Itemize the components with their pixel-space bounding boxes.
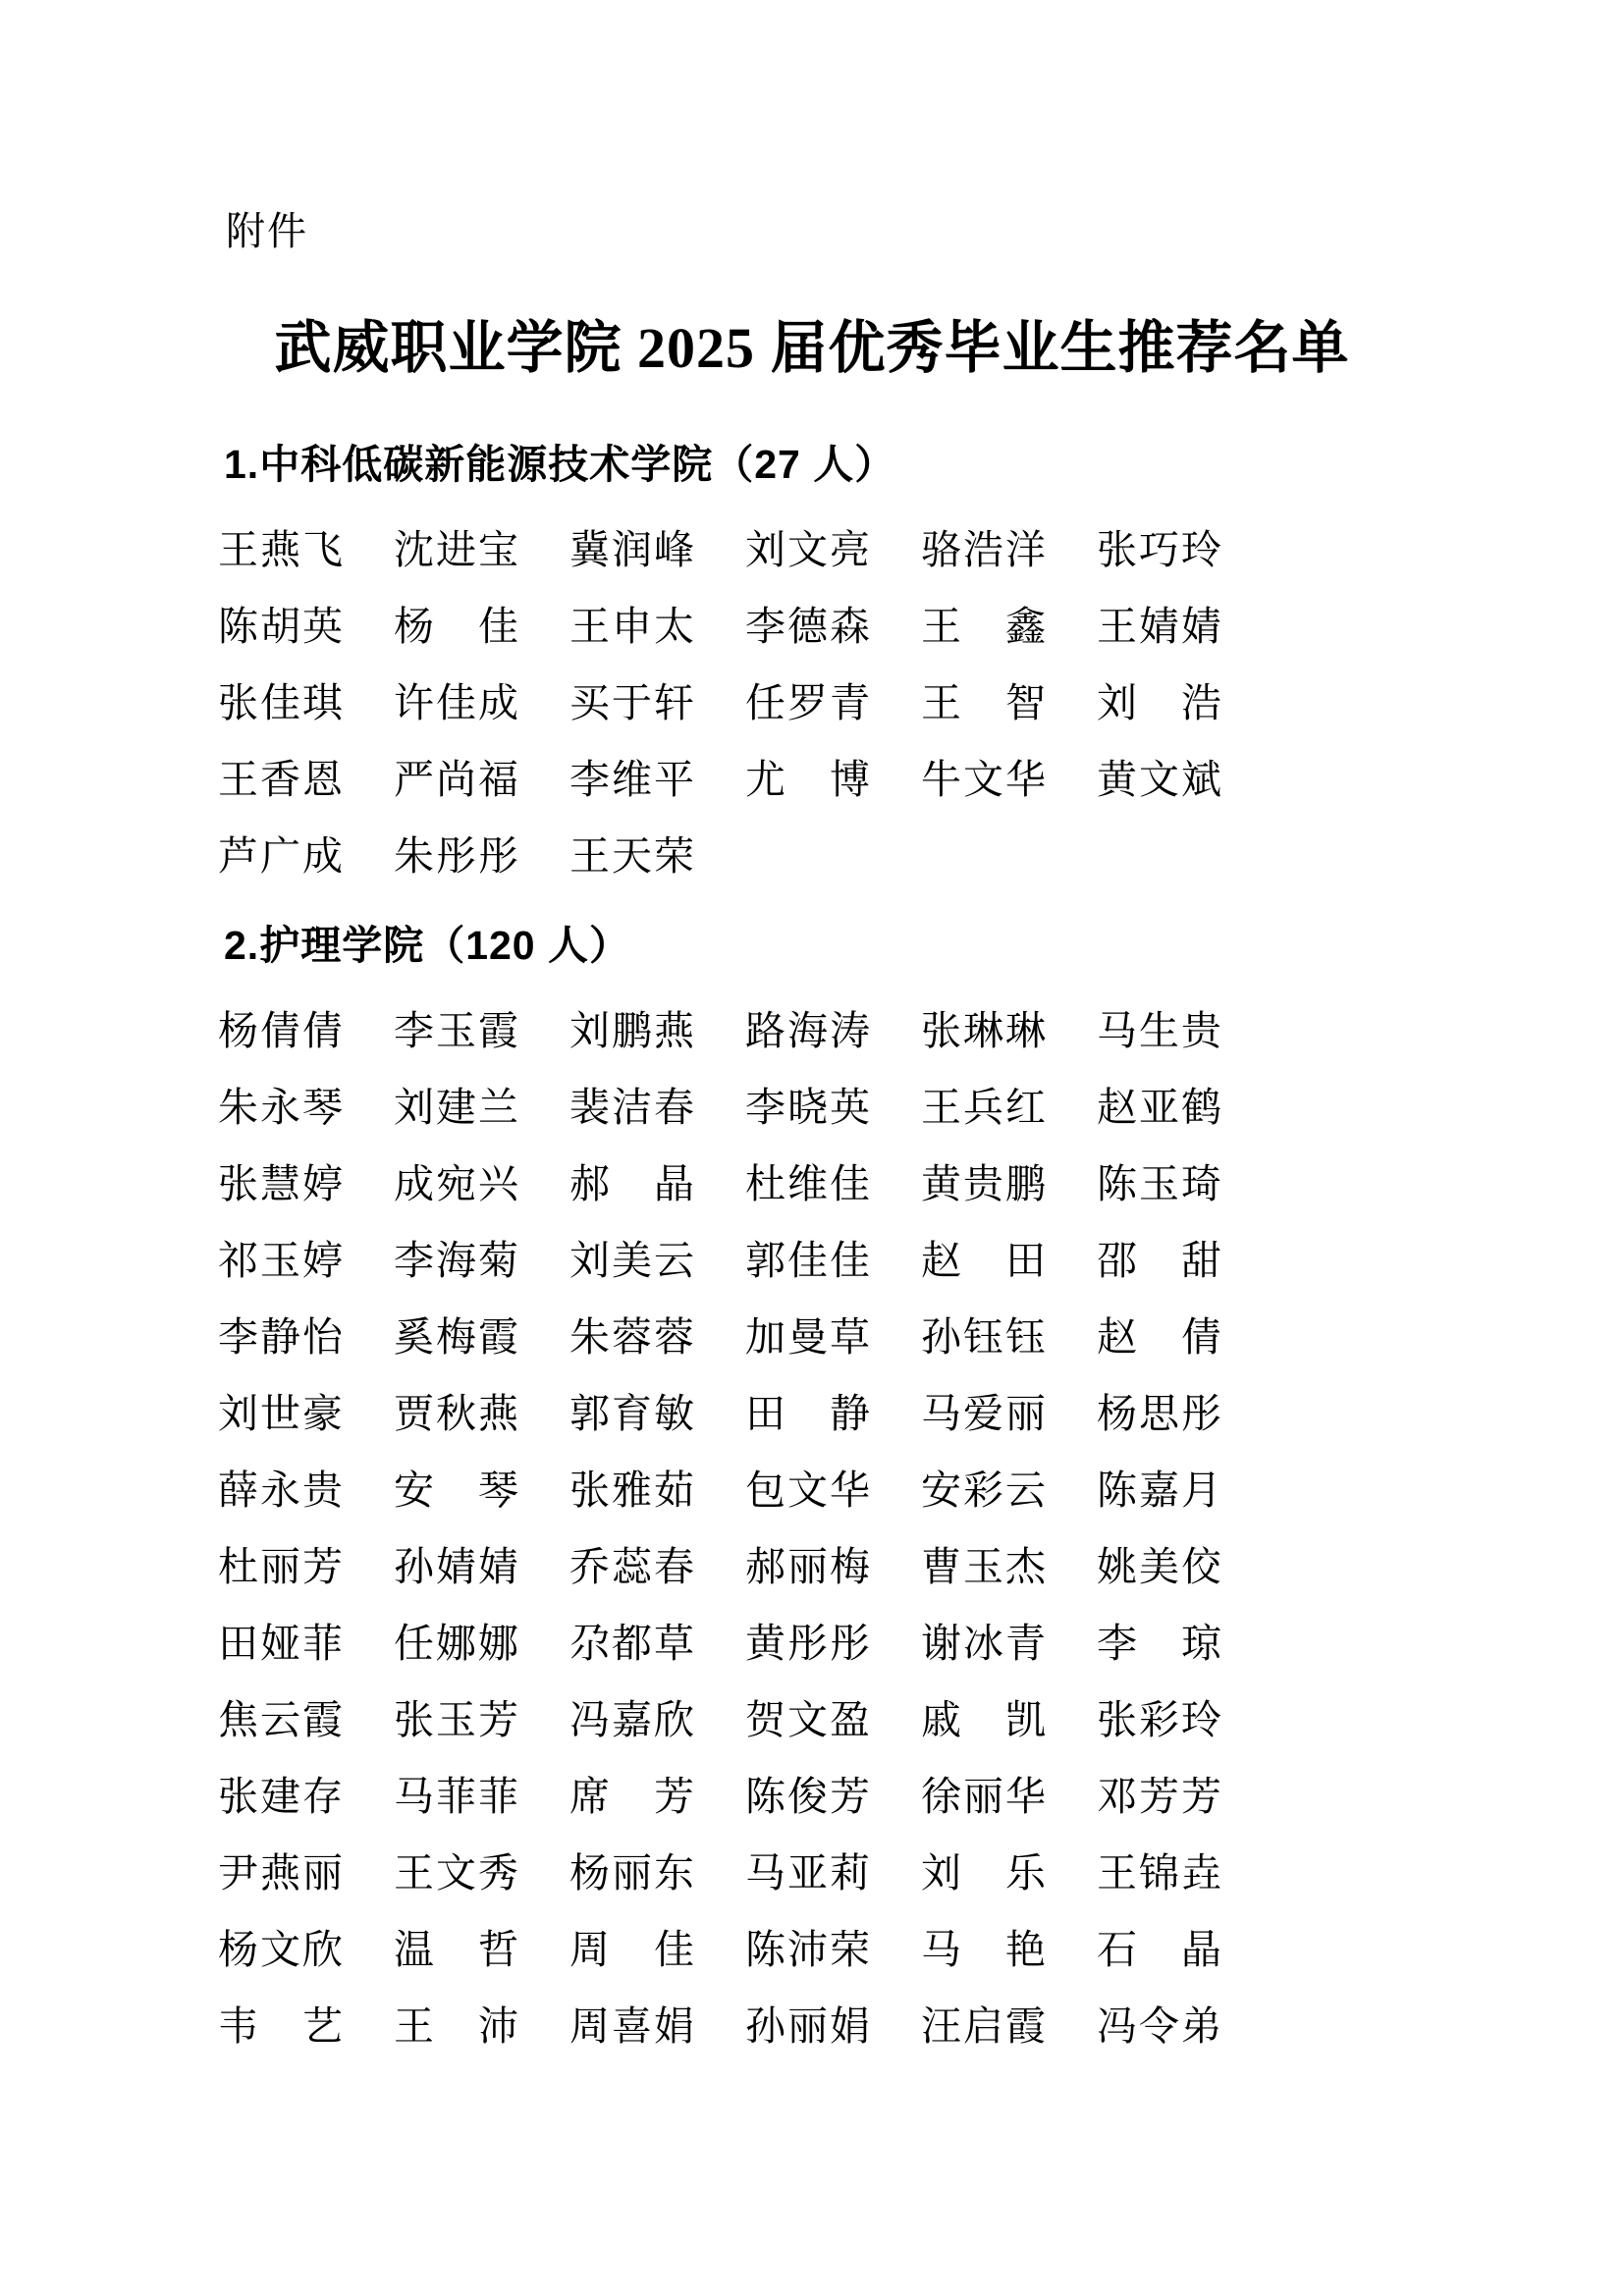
name-cell: 孙钰钰 (921, 1314, 1046, 1361)
name-row (218, 1836, 1624, 1912)
name-cell: 尕都草 (569, 1621, 694, 1667)
name-cell: 刘文亮 (745, 527, 870, 573)
name-cell: 王鑫 (921, 604, 1046, 650)
name-row (218, 1300, 1624, 1376)
name-cell: 尹燕丽 (218, 1850, 343, 1896)
name-cell: 张建存 (218, 1774, 343, 1820)
name-cell: 马亚莉 (745, 1850, 870, 1896)
name-cell: 芦广成 (218, 833, 343, 880)
name-cell: 朱永琴 (218, 1085, 343, 1131)
name-cell: 刘鹏燕 (569, 1008, 694, 1054)
name-cell: 周佳 (569, 1927, 694, 1973)
name-cell: 张琳琳 (921, 1008, 1046, 1054)
name-cell: 李琼 (1097, 1621, 1221, 1667)
name-cell: 李静怡 (218, 1314, 343, 1361)
name-cell: 姚美佼 (1097, 1544, 1221, 1590)
name-cell: 郝晶 (569, 1161, 694, 1207)
name-cell: 张巧玲 (1097, 527, 1221, 573)
name-row (218, 993, 1624, 1070)
name-cell: 路海涛 (745, 1008, 870, 1054)
name-cell: 郭佳佳 (745, 1238, 870, 1284)
name-cell: 王沛 (394, 2003, 518, 2050)
name-row (218, 819, 1624, 895)
name-cell: 杨倩倩 (218, 1008, 343, 1054)
name-cell: 刘建兰 (394, 1085, 518, 1131)
name-cell: 张彩玲 (1097, 1697, 1221, 1743)
name-cell: 张慧婷 (218, 1161, 343, 1207)
section-2 (0, 921, 1624, 2065)
name-cell: 骆浩洋 (921, 527, 1046, 573)
name-cell: 陈沛荣 (745, 1927, 870, 1973)
name-cell: 王天荣 (569, 833, 694, 880)
name-cell: 李晓英 (745, 1085, 870, 1131)
name-cell: 乔蕊春 (569, 1544, 694, 1590)
name-cell: 许佳成 (394, 680, 518, 726)
name-cell: 加曼草 (745, 1314, 870, 1361)
name-cell: 张雅茹 (569, 1468, 694, 1514)
name-cell: 杨佳 (394, 604, 518, 650)
name-cell: 成宛兴 (394, 1161, 518, 1207)
name-cell: 严尚福 (394, 757, 518, 803)
section-heading: 1.中科低碳新能源技术学院（27 人） (224, 442, 896, 487)
name-cell: 王兵红 (921, 1085, 1046, 1131)
document-title: 武威职业学院 2025 届优秀毕业生推荐名单 (274, 316, 1350, 380)
name-cell: 汪启霞 (921, 2003, 1046, 2050)
name-row (218, 1682, 1624, 1759)
name-cell: 郝丽梅 (745, 1544, 870, 1590)
name-row (218, 1070, 1624, 1147)
name-cell: 包文华 (745, 1468, 870, 1514)
name-cell: 李玉霞 (394, 1008, 518, 1054)
name-cell: 牛文华 (921, 757, 1046, 803)
name-cell: 马生贵 (1097, 1008, 1221, 1054)
name-cell: 杨文欣 (218, 1927, 343, 1973)
name-cell: 王申太 (569, 604, 694, 650)
name-sections (0, 440, 1624, 2065)
name-cell: 买于轩 (569, 680, 694, 726)
name-cell: 邓芳芳 (1097, 1774, 1221, 1820)
name-cell: 张佳琪 (218, 680, 343, 726)
name-cell: 杜丽芳 (218, 1544, 343, 1590)
name-cell: 王婧婧 (1097, 604, 1221, 650)
name-cell: 席芳 (569, 1774, 694, 1820)
name-cell: 刘浩 (1097, 680, 1221, 726)
name-cell: 陈玉琦 (1097, 1161, 1221, 1207)
name-row (218, 742, 1624, 819)
name-cell: 戚凯 (921, 1697, 1046, 1743)
name-cell: 陈俊芳 (745, 1774, 870, 1820)
name-cell: 杨思彤 (1097, 1391, 1221, 1437)
name-cell: 石晶 (1097, 1927, 1221, 1973)
name-cell: 曹玉杰 (921, 1544, 1046, 1590)
name-cell: 郭育敏 (569, 1391, 694, 1437)
name-cell: 朱彤彤 (394, 833, 518, 880)
name-cell: 裴洁春 (569, 1085, 694, 1131)
name-cell: 赵亚鹤 (1097, 1085, 1221, 1131)
name-cell: 温哲 (394, 1927, 518, 1973)
name-cell: 陈胡英 (218, 604, 343, 650)
name-cell: 祁玉婷 (218, 1238, 343, 1284)
name-cell: 邵甜 (1097, 1238, 1221, 1284)
name-cell: 冯嘉欣 (569, 1697, 694, 1743)
name-cell: 任罗青 (745, 680, 870, 726)
name-cell: 沈进宝 (394, 527, 518, 573)
name-cell: 刘美云 (569, 1238, 694, 1284)
name-cell: 李维平 (569, 757, 694, 803)
name-cell: 黄彤彤 (745, 1621, 870, 1667)
name-cell: 黄文斌 (1097, 757, 1221, 803)
name-cell: 杨丽东 (569, 1850, 694, 1896)
name-cell: 赵倩 (1097, 1314, 1221, 1361)
name-row (218, 1989, 1624, 2065)
name-cell: 马爱丽 (921, 1391, 1046, 1437)
attachment-label: 附件 (226, 210, 308, 253)
name-cell: 薛永贵 (218, 1468, 343, 1514)
name-row (218, 512, 1624, 589)
name-row (218, 1453, 1624, 1529)
name-cell: 奚梅霞 (394, 1314, 518, 1361)
name-cell: 陈嘉月 (1097, 1468, 1221, 1514)
name-cell: 周喜娟 (569, 2003, 694, 2050)
name-cell: 王文秀 (394, 1850, 518, 1896)
name-cell: 田娅菲 (218, 1621, 343, 1667)
name-cell: 谢冰青 (921, 1621, 1046, 1667)
name-cell: 安琴 (394, 1468, 518, 1514)
name-cell: 马菲菲 (394, 1774, 518, 1820)
name-cell: 孙丽娟 (745, 2003, 870, 2050)
name-cell: 李德森 (745, 604, 870, 650)
name-cell: 黄贵鹏 (921, 1161, 1046, 1207)
name-row (218, 1376, 1624, 1453)
name-cell: 尤博 (745, 757, 870, 803)
name-row (218, 1223, 1624, 1300)
name-cell: 贺文盈 (745, 1697, 870, 1743)
name-cell: 李海菊 (394, 1238, 518, 1284)
name-cell: 任娜娜 (394, 1621, 518, 1667)
name-row (218, 1606, 1624, 1682)
name-cell: 朱蓉蓉 (569, 1314, 694, 1361)
name-cell: 王智 (921, 680, 1046, 726)
name-cell: 刘世豪 (218, 1391, 343, 1437)
name-cell: 焦云霞 (218, 1697, 343, 1743)
section-heading: 2.护理学院（120 人） (224, 923, 630, 968)
name-cell: 王香恩 (218, 757, 343, 803)
name-cell: 韦艺 (218, 2003, 343, 2050)
name-row (218, 589, 1624, 666)
name-row (218, 1912, 1624, 1989)
name-row (218, 666, 1624, 742)
name-cell: 王锦垚 (1097, 1850, 1221, 1896)
name-row (218, 1759, 1624, 1836)
name-cell: 张玉芳 (394, 1697, 518, 1743)
name-cell: 冀润峰 (569, 527, 694, 573)
name-row (218, 1529, 1624, 1606)
name-cell: 杜维佳 (745, 1161, 870, 1207)
name-cell: 王燕飞 (218, 527, 343, 573)
name-cell: 刘乐 (921, 1850, 1046, 1896)
name-row (218, 1147, 1624, 1223)
section-1 (0, 440, 1624, 895)
name-cell: 田静 (745, 1391, 870, 1437)
name-cell: 徐丽华 (921, 1774, 1046, 1820)
name-cell: 安彩云 (921, 1468, 1046, 1514)
name-cell: 马艳 (921, 1927, 1046, 1973)
name-cell: 孙婧婧 (394, 1544, 518, 1590)
name-cell: 冯令弟 (1097, 2003, 1221, 2050)
name-cell: 赵田 (921, 1238, 1046, 1284)
name-cell: 贾秋燕 (394, 1391, 518, 1437)
